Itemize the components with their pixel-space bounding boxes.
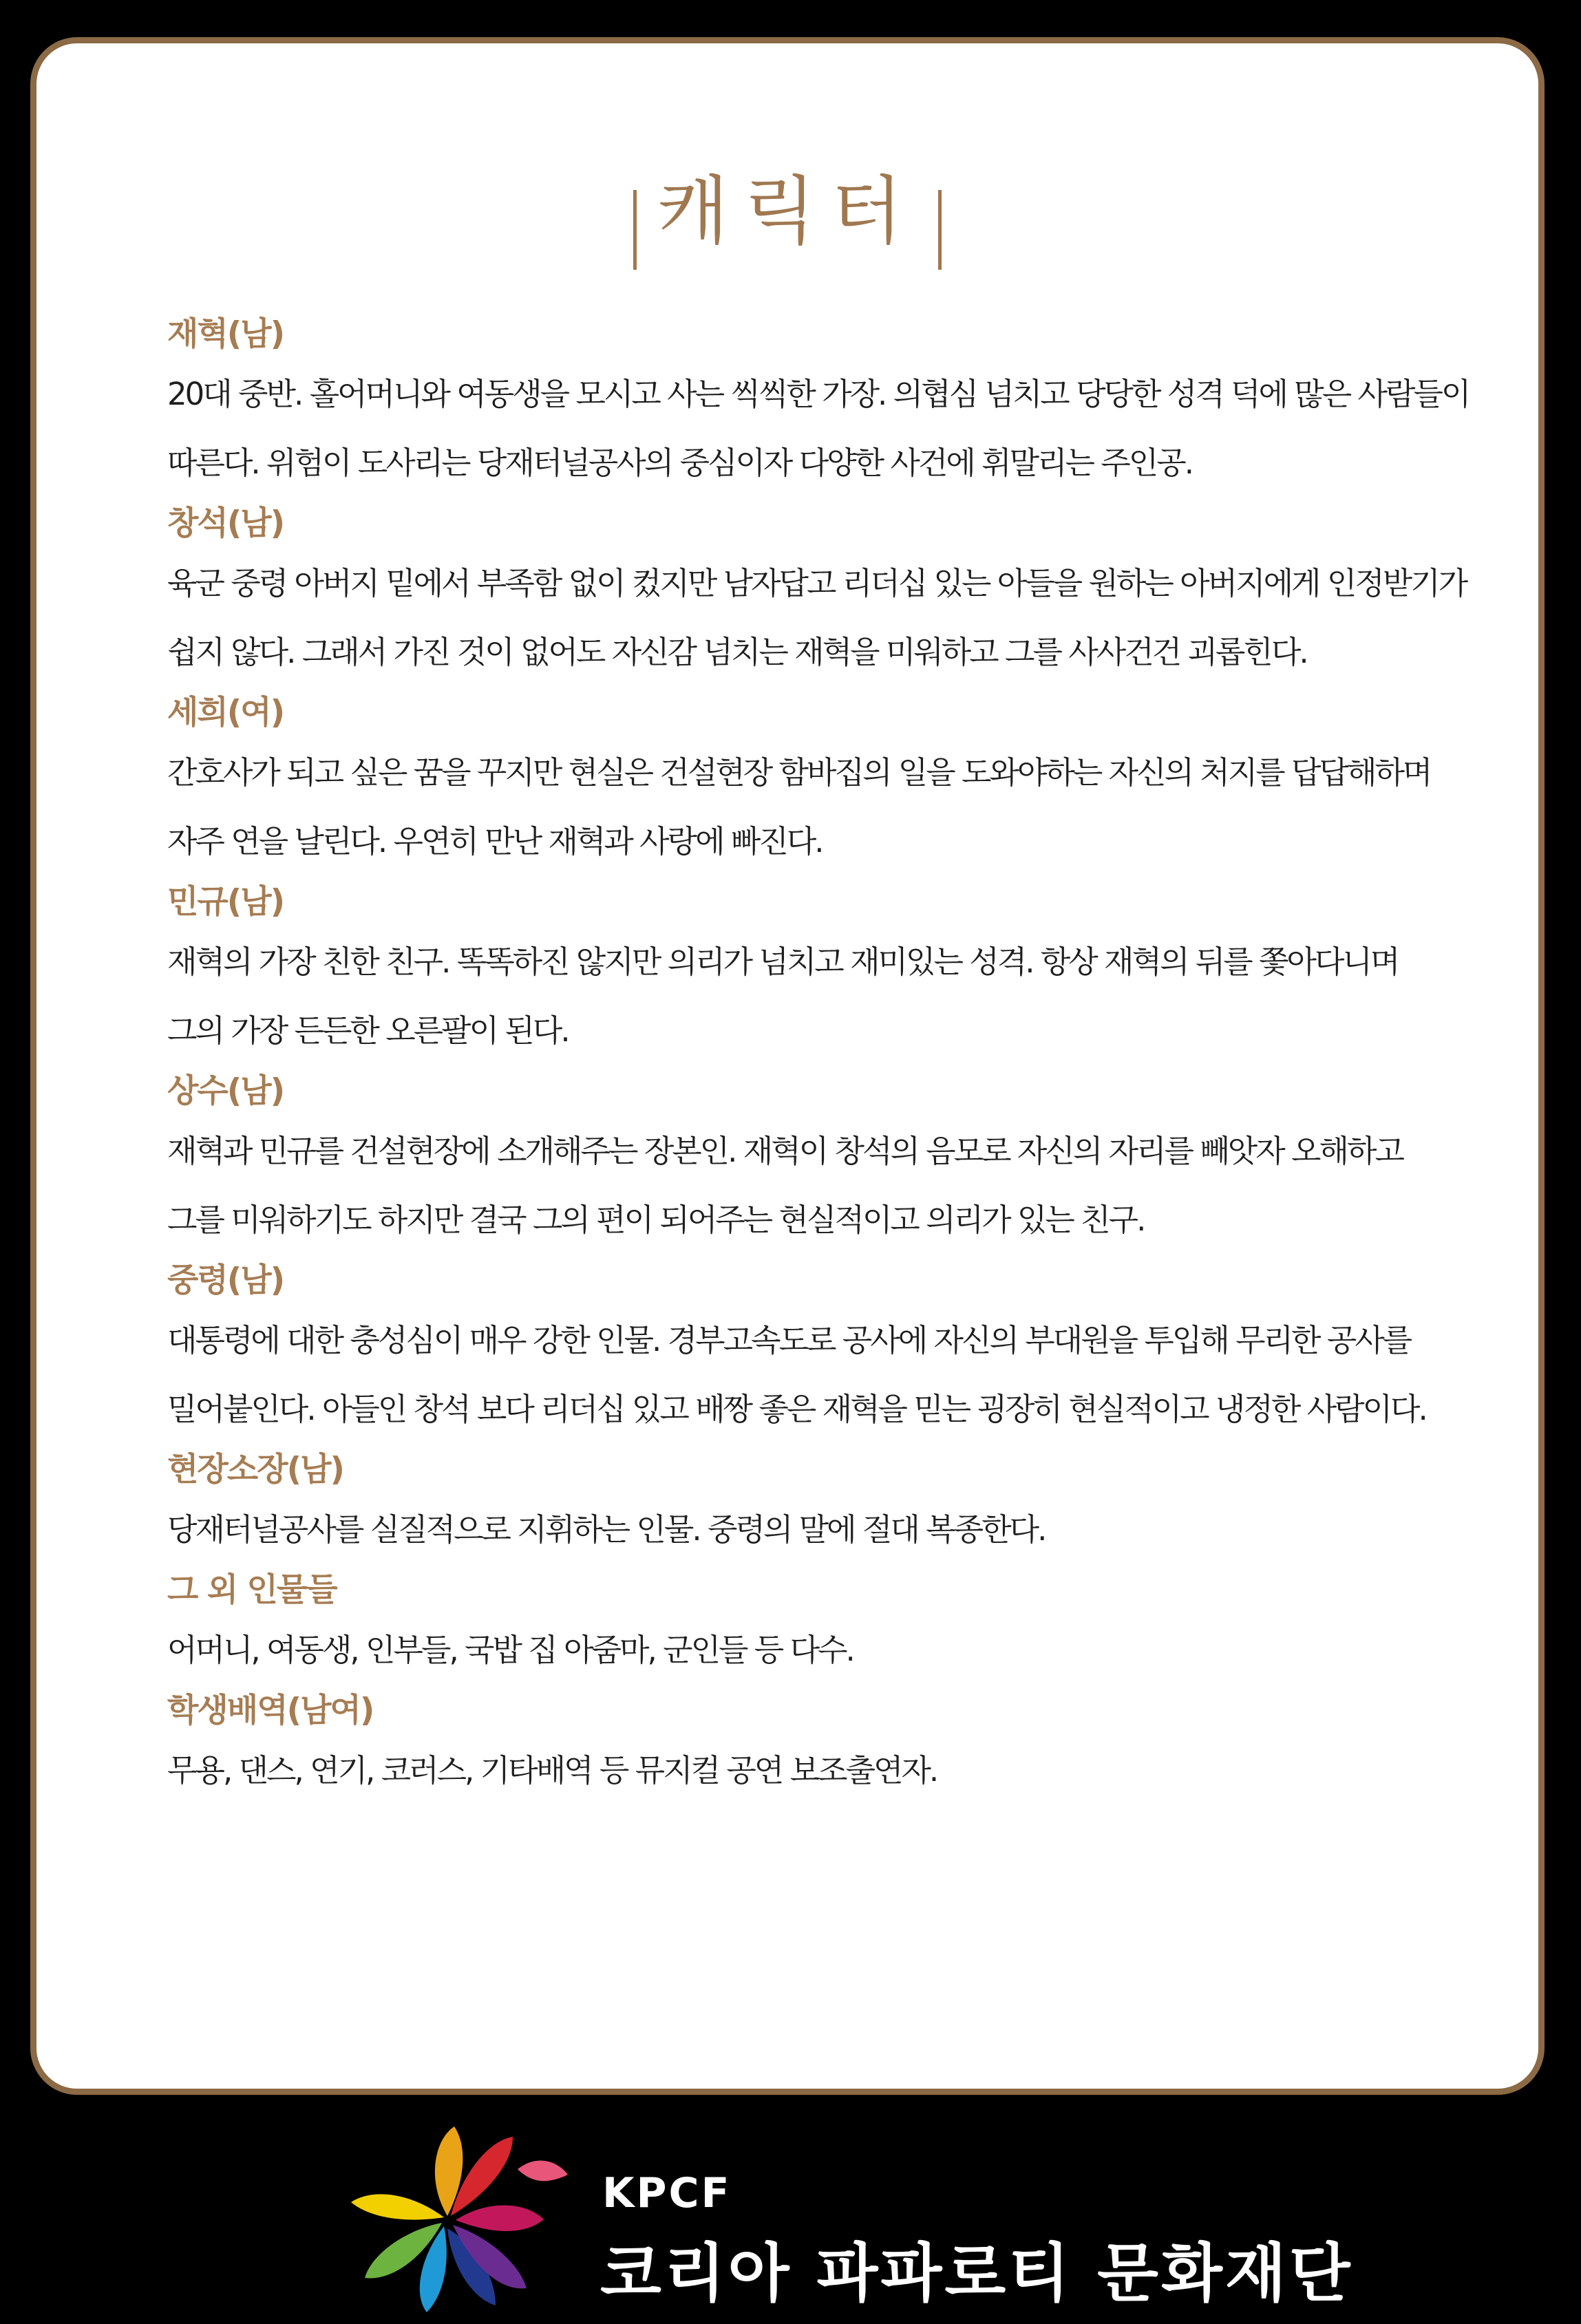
character-description-line: 따른다. 위험이 도사리는 당재터널공사의 중심이자 다양한 사건에 휘말리는 주인공. bbox=[167, 445, 1193, 481]
character-name: 현장소장(남) bbox=[167, 1451, 343, 1489]
character-description-line: 간호사가 되고 싶은 꿈을 꾸지만 현실은 건설현장 함바집의 일을 도와야하는 자신의 처지를 답답해하며 bbox=[167, 754, 1431, 791]
character-section bbox=[167, 1065, 1537, 1255]
character-description-line: 당재터널공사를 실질적으로 지휘하는 인물. 중령의 말에 절대 복종한다. bbox=[167, 1511, 1046, 1548]
character-section bbox=[167, 498, 1537, 687]
character-section bbox=[167, 1564, 1537, 1685]
character-name: 학생배역(남여) bbox=[167, 1692, 374, 1729]
character-description-line: 어머니, 여동생, 인부들, 국밥 집 아줌마, 군인들 등 다수. bbox=[167, 1632, 853, 1668]
character-description-line: 무용, 댄스, 연기, 코러스, 기타배역 등 뮤지컬 공연 보조출연자. bbox=[167, 1752, 937, 1789]
character-name: 세희(여) bbox=[167, 694, 284, 732]
title-left-bar bbox=[633, 190, 637, 270]
character-description-line: 그의 가장 든든한 오른팔이 된다. bbox=[167, 1012, 569, 1049]
character-section bbox=[167, 687, 1537, 876]
character-name: 재혁(남) bbox=[167, 315, 284, 353]
foundation-name: 코리아 파파로티 문화재단 bbox=[600, 2237, 1353, 2310]
character-section bbox=[167, 1255, 1537, 1444]
foundation-footer bbox=[330, 2120, 1353, 2319]
character-section bbox=[167, 1685, 1537, 1805]
character-description-line: 쉽지 않다. 그래서 가진 것이 없어도 자신감 넘치는 재혁을 미워하고 그를 사사건건 괴롭힌다. bbox=[167, 634, 1307, 670]
title-right-bar bbox=[938, 190, 942, 270]
page-title: 캐릭터 bbox=[657, 169, 918, 255]
character-description-line: 대통령에 대한 충성심이 매우 강한 인물. 경부고속도로 공사에 자신의 부대원을 투입해 무리한 공사를 bbox=[167, 1322, 1411, 1358]
title-area bbox=[36, 157, 1538, 267]
character-description-line: 재혁과 민규를 건설현장에 소개해주는 장본인. 재혁이 창석의 음모로 자신의 자리를 빼앗자 오해하고 bbox=[167, 1133, 1403, 1169]
character-description-line: 그를 미워하기도 하지만 결국 그의 편이 되어주는 현실적이고 의리가 있는 친구. bbox=[167, 1202, 1145, 1238]
character-section bbox=[167, 308, 1537, 498]
character-name: 상수(남) bbox=[167, 1072, 284, 1110]
character-description-line: 재혁의 가장 친한 친구. 똑똑하진 않지만 의리가 넘치고 재미있는 성격. 항상 재혁의 뒤를 쫓아다니며 bbox=[167, 944, 1399, 980]
character-name: 창석(남) bbox=[167, 504, 284, 542]
character-name: 그 외 인물들 bbox=[167, 1571, 337, 1609]
flower-petals-logo-icon bbox=[330, 2120, 578, 2319]
character-name: 중령(남) bbox=[167, 1261, 284, 1299]
character-section bbox=[167, 876, 1537, 1065]
character-description-line: 20대 중반. 홀어머니와 여동생을 모시고 사는 씩씩한 가장. 의협심 넘치고 당당한 성격 덕에 많은 사람들이 bbox=[167, 376, 1469, 412]
character-name: 민규(남) bbox=[167, 883, 284, 921]
character-list bbox=[167, 308, 1537, 1805]
character-description-line: 밀어붙인다. 아들인 창석 보다 리더십 있고 배짱 좋은 재혁을 믿는 굉장히 현실적이고 냉정한 사람이다. bbox=[167, 1391, 1426, 1427]
character-description-line: 자주 연을 날린다. 우연히 만난 재혁과 사랑에 빠진다. bbox=[167, 823, 823, 860]
foundation-abbreviation: KPCF bbox=[602, 2169, 732, 2217]
character-description-line: 육군 중령 아버지 밑에서 부족함 없이 컸지만 남자답고 리더십 있는 아들을 원하는 아버지에게 인정받기가 bbox=[167, 565, 1467, 601]
character-section bbox=[167, 1444, 1537, 1564]
character-card bbox=[30, 37, 1545, 2095]
